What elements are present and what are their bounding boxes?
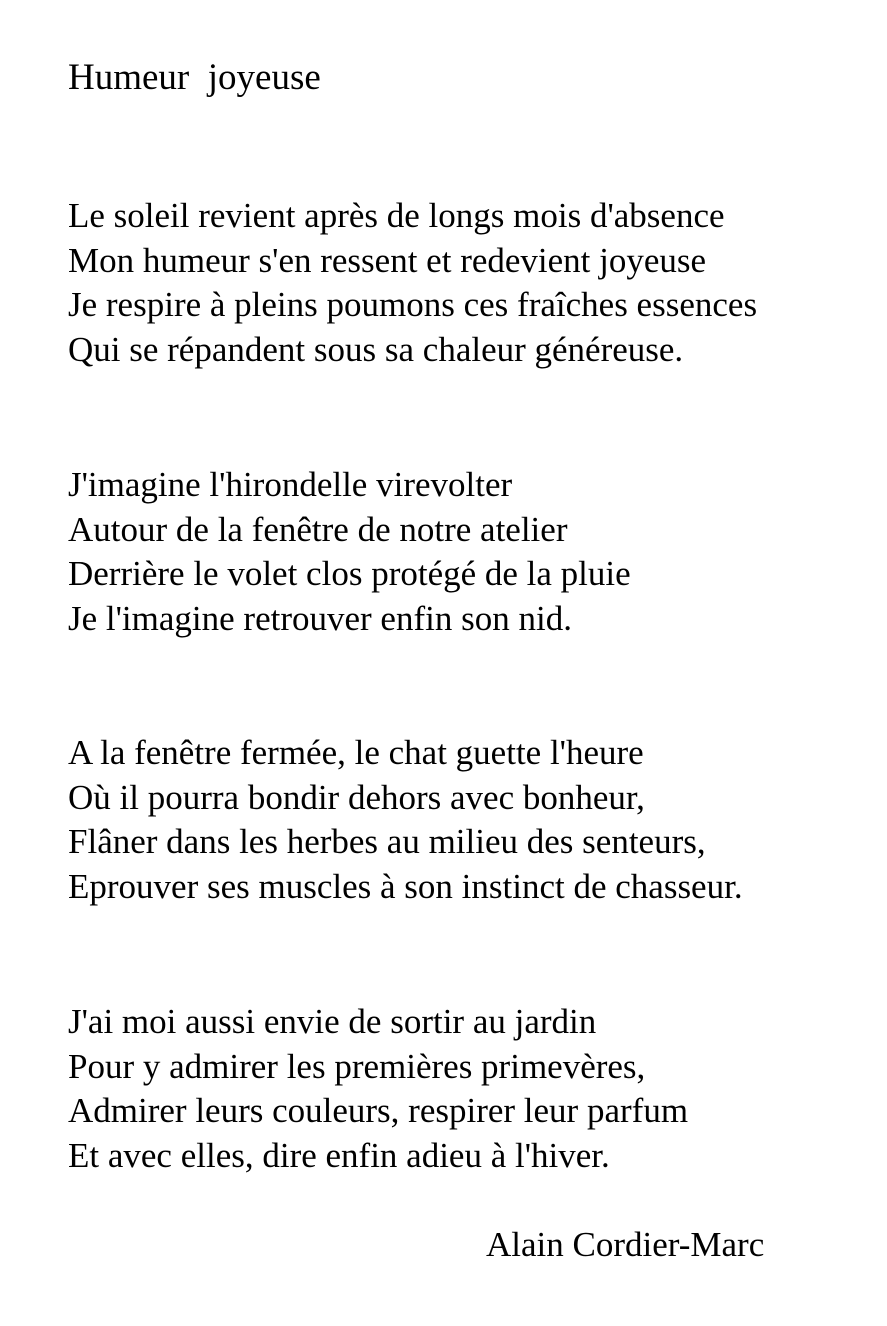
poem-line: Admirer leurs couleurs, respirer leur parfum bbox=[68, 1091, 689, 1130]
poem-line: A la fenêtre fermée, le chat guette l'heure bbox=[68, 733, 644, 772]
poem-line: J'imagine l'hirondelle virevolter bbox=[68, 465, 513, 504]
poem-author: Alain Cordier-Marc bbox=[486, 1225, 765, 1264]
poem-line: Le soleil revient après de longs mois d'absence bbox=[68, 196, 725, 235]
poem-line: Je l'imagine retrouver enfin son nid. bbox=[68, 598, 572, 638]
stanza-1 bbox=[68, 194, 868, 372]
poem-line: Pour y admirer les premières primevères, bbox=[68, 1046, 646, 1086]
stanza-4 bbox=[68, 1000, 868, 1178]
poem-line: Flâner dans les herbes au milieu des senteurs, bbox=[68, 822, 706, 861]
poem-line: Je respire à pleins poumons ces fraîches essences bbox=[68, 285, 758, 324]
stanza-3 bbox=[68, 731, 868, 909]
poem-line: Derrière le volet clos protégé de la pluie bbox=[68, 554, 631, 593]
stanza-2 bbox=[68, 463, 868, 641]
poem-line: Qui se répandent sous sa chaleur généreuse. bbox=[68, 329, 684, 369]
poem-line: Mon humeur s'en ressent et redevient joyeuse bbox=[68, 240, 707, 280]
poem-line: J'ai moi aussi envie de sortir au jardin bbox=[68, 1002, 597, 1041]
poem-line: Autour de la fenêtre de notre atelier bbox=[68, 509, 568, 549]
poem-line: Eprouver ses muscles à son instinct de chasseur. bbox=[68, 866, 743, 906]
poem-line: Où il pourra bondir dehors avec bonheur, bbox=[68, 777, 645, 817]
poem-line: Et avec elles, dire enfin adieu à l'hiver. bbox=[68, 1135, 610, 1175]
poem-title: Humeur joyeuse bbox=[68, 57, 321, 98]
